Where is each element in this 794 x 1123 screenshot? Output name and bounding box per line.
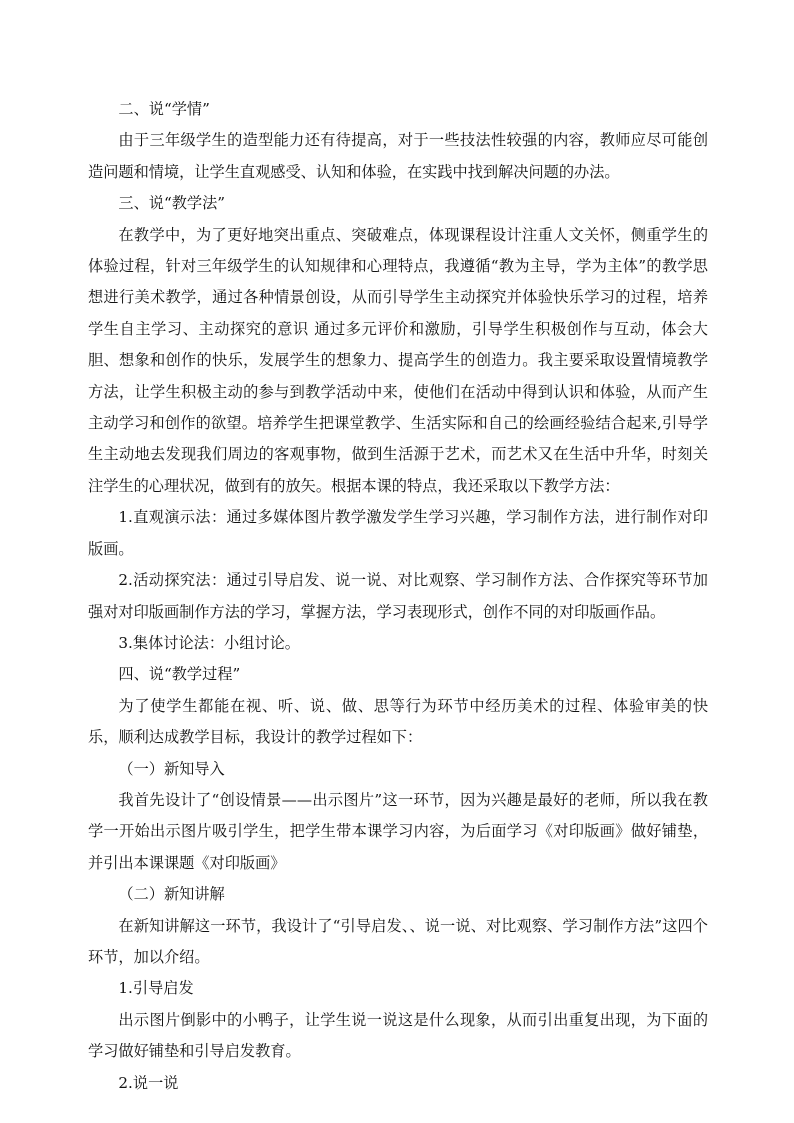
subheading-new-knowledge-intro: （一）新知导入 [118, 759, 225, 778]
paragraph-teaching-method: 在教学中，为了更好地突出重点、突破难点，体现课程设计注重人文关怀，侧重学生的体验过程，针对三年级学生的认知规律和心理特点，我遵循“教为主导，学为主体”的教学思想进行美术教学，通过各种情景创设，从而引导学生主动探究并体验快乐学习的过程，培养学生自主学习、主动探究的意识 通过多元评价和激励，引导学生积极创作与互动，体会大胆、想象和创作的快乐，发展学生的想象力、提高学生的创造力。我主要采取设置情境教学方法，让学生积极主动的参与到教学活动中来，使他们在活动中得到认识和体验，从而产生主动学习和创作的欲望。培养学生把课堂教学、生活实际和自己的绘画经验结合起来,引导学生主动地去发现我们周边的客观事物，做到生活源于艺术，而艺术又在生活中升华，时刻关注学生的心理状况，做到有的放矢。根据本课的特点，我还采取以下教学方法： [88, 225, 708, 495]
section-heading-teaching-process: 四、说“教学过程” [118, 665, 241, 684]
document-body [88, 94, 708, 1099]
paragraph-new-knowledge-intro: 我首先设计了“创设情景——出示图片”这一环节，因为兴趣是最好的老师，所以我在教学一开始出示图片吸引学生，把学生带本课学习内容，为后面学习《对印版画》做好铺垫，并引出本课课题《对印版画》 [88, 790, 708, 872]
list-item-activity-exploration-method: 2.活动探究法：通过引导启发、说一说、对比观察、学习制作方法、合作探究等环节加强对对印版画制作方法的学习，掌握方法，学习表现形式，创作不同的对印版画作品。 [88, 571, 708, 621]
subheading-talk-about-it: 2.说一说 [118, 1073, 179, 1092]
paragraph-teaching-process: 为了使学生都能在视、听、说、做、思等行为环节中经历美术的过程、体验审美的快乐，顺利达成教学目标，我设计的教学过程如下： [88, 696, 708, 747]
paragraph-guided-inspiration: 出示图片倒影中的小鸭子，让学生说一说这是什么现象，从而引出重复出现，为下面的学习做好铺垫和引导启发教育。 [88, 1010, 708, 1061]
subheading-new-knowledge-explanation: （二）新知讲解 [118, 885, 225, 904]
list-item-demonstration-method: 1.直观演示法：通过多媒体图片教学激发学生学习兴趣，学习制作方法，进行制作对印版画。 [88, 508, 708, 558]
subheading-guided-inspiration: 1.引导启发 [118, 979, 194, 998]
section-heading-teaching-method: 三、说“教学法” [118, 194, 226, 213]
list-item-group-discussion-method: 3.集体讨论法：小组讨论。 [118, 633, 300, 652]
section-heading-student-situation: 二、说“学情” [118, 100, 210, 118]
paragraph-student-situation: 由于三年级学生的造型能力还有待提高，对于一些技法性较强的内容，教师应尽可能创造问题和情境，让学生直观感受、认知和体验，在实践中找到解决问题的办法。 [88, 131, 708, 181]
paragraph-new-knowledge-explanation: 在新知讲解这一环节，我设计了“引导启发、、说一说、对比观察、学习制作方法”这四个环节，加以介绍。 [88, 916, 708, 966]
